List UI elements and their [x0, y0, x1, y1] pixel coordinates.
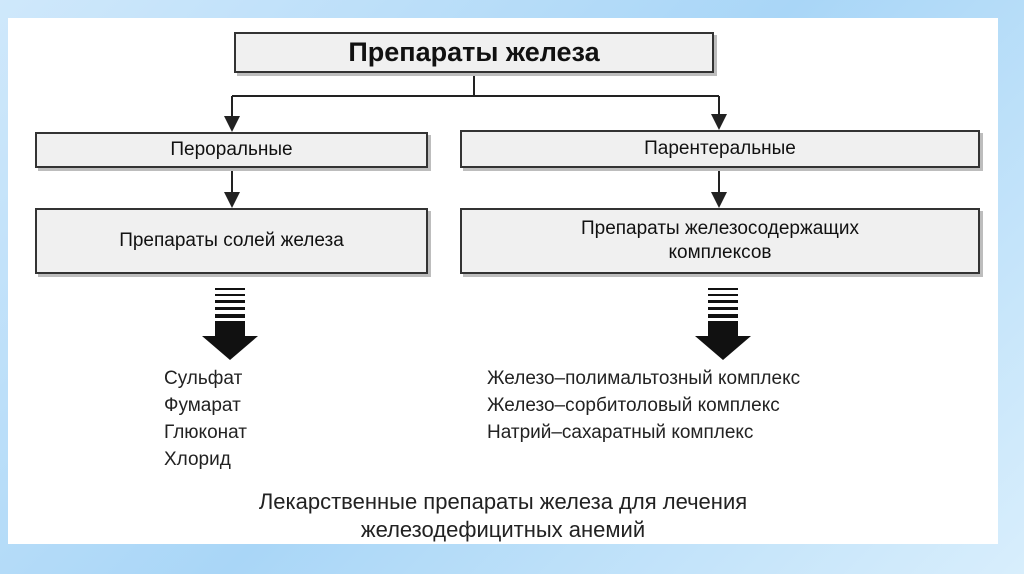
- list-item: Сульфат: [164, 368, 243, 389]
- list-item: Железо–полимальтозный комплекс: [487, 368, 801, 389]
- list-item: Фумарат: [164, 395, 241, 416]
- striped-arrow-right: [695, 288, 751, 360]
- iron-complex-label-line1: Препараты железосодержащих: [580, 218, 860, 240]
- oral-route-label: Пероральные: [170, 139, 293, 160]
- list-item: Глюконат: [164, 422, 247, 443]
- list-item: Железо–сорбитоловый комплекс: [487, 395, 780, 416]
- iron-salts-list: [164, 365, 247, 473]
- oral-route-box: [35, 132, 428, 168]
- root-title: Препараты железа: [348, 37, 600, 67]
- iron-salts-label: Препараты солей железа: [119, 230, 344, 251]
- arrowhead-right-1: [711, 114, 727, 130]
- arrowhead-right-2: [711, 192, 727, 208]
- caption-line1: Лекарственные препараты железа для лечения: [258, 489, 748, 514]
- parenteral-route-box: [460, 130, 980, 168]
- caption-line2: железодефицитных анемий: [360, 517, 646, 542]
- parenteral-route-label: Парентеральные: [644, 138, 796, 159]
- arrowhead-left-1: [224, 116, 240, 132]
- connector-lines: [8, 18, 998, 544]
- list-item: Хлорид: [164, 449, 231, 470]
- diagram-caption: [8, 488, 998, 544]
- iron-complex-label-line2: комплексов: [668, 242, 772, 263]
- list-item: Натрий–сахаратный комплекс: [487, 422, 754, 443]
- iron-salts-box: [35, 208, 428, 274]
- root-box: [234, 32, 714, 73]
- iron-complex-box: [460, 208, 980, 274]
- slide: [8, 18, 998, 544]
- iron-complex-list: [487, 365, 800, 446]
- arrowhead-left-2: [224, 192, 240, 208]
- striped-arrow-left: [202, 288, 258, 360]
